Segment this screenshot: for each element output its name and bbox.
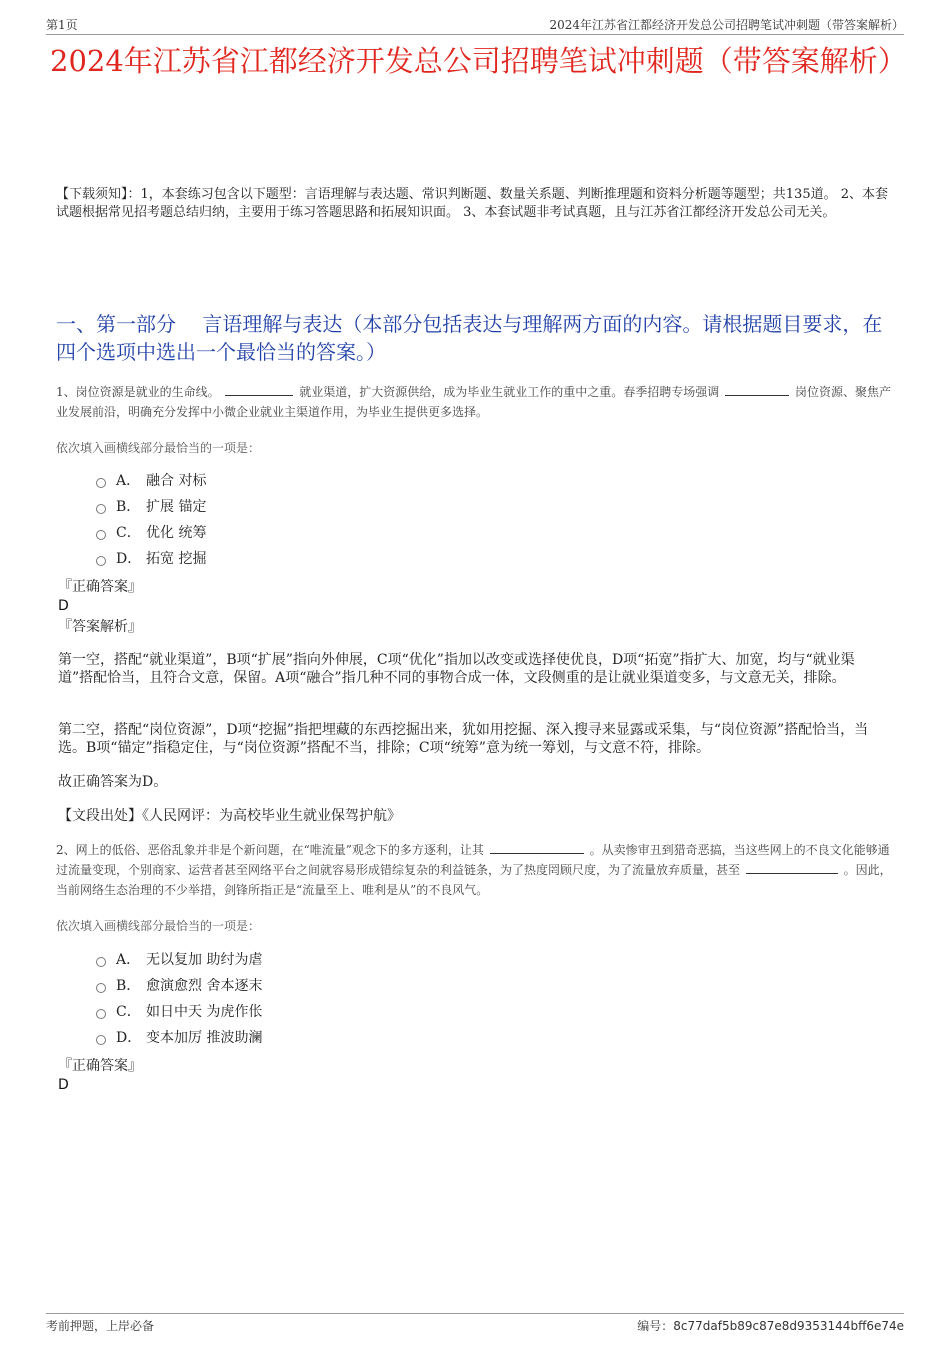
radio-button[interactable] <box>96 556 106 566</box>
fill-blank <box>490 840 584 854</box>
fill-blank <box>725 382 789 396</box>
page-number: 第1页 <box>46 18 78 32</box>
download-notice: 【下载须知】：1，本套练习包含以下题型：言语理解与表达题、常识判断题、数量关系题、判断推理题和资料分析题等题型；共135道。 2、本套试题根据常见招考题总结归纳，主要用于练习答题思路和拓展知识面。 3、本套试题非考试真题，且与江苏省江都经济开发总公司无关。 <box>56 187 888 220</box>
option-a[interactable]: A． 无以复加 助纣为虐 <box>96 946 262 972</box>
radio-button[interactable] <box>96 504 106 514</box>
analysis-label: 『答案解析』 <box>58 619 142 635</box>
radio-button[interactable] <box>96 1009 106 1019</box>
document-title: 2024年江苏省江都经济开发总公司招聘笔试冲刺题（带答案解析） <box>50 44 907 78</box>
question-2-prompt: 依次填入画横线部分最恰当的一项是： <box>56 919 261 933</box>
option-b[interactable]: B． 愈演愈烈 舍本逐末 <box>96 972 262 998</box>
page-footer <box>46 1313 904 1334</box>
analysis-conclusion: 故正确答案为D。 <box>58 774 168 790</box>
option-a[interactable]: A． 融合 对标 <box>96 467 206 493</box>
radio-button[interactable] <box>96 957 106 967</box>
analysis-paragraph-1: 第一空，搭配“就业渠道”，B项“扩展”指向外伸展，C项“优化”指加以改变或选择使优良，D项“拓宽”指扩大、加宽，均与“就业渠道”搭配恰当，且符合文意，保留。A项“融合”指几种不同的事物合成一体，文段侧重的是让就业渠道变多，与文意无关，排除。 <box>58 652 855 686</box>
footer-slogan: 考前押题，上岸必备 <box>46 1319 155 1333</box>
correct-answer-label: 『正确答案』 <box>58 579 142 595</box>
radio-button[interactable] <box>96 478 106 488</box>
page-header <box>46 16 904 35</box>
fill-blank <box>225 382 293 396</box>
radio-button[interactable] <box>96 983 106 993</box>
header-doc-title: 2024年江苏省江都经济开发总公司招聘笔试冲刺题（带答案解析） <box>549 18 904 32</box>
question-1-options <box>96 467 206 571</box>
section-heading: 一、第一部分 言语理解与表达（本部分包括表达与理解两方面的内容。请根据题目要求，在四个选项中选出一个最恰当的答案。） <box>56 312 883 364</box>
correct-answer: D <box>58 1077 69 1093</box>
analysis-paragraph-2: 第二空，搭配“岗位资源”，D项“挖掘”指把埋藏的东西挖掘出来，犹如用挖掘、深入搜寻来显露或采集，与“岗位资源”搭配恰当，当选。B项“锚定”指稳定住，与“岗位资源”搭配不当，排除；C项“统筹”意为统一筹划，与文意不符，排除。 <box>58 722 869 756</box>
question-1-text: 1、岗位资源是就业的生命线。 就业渠道，扩大资源供给，成为毕业生就业工作的重中之重。春季招聘专场强调 岗位资源、聚焦产业发展前沿，明确充分发挥中小微企业就业主渠道作用，为毕业生提供更多选择。 <box>56 382 898 422</box>
question-1-prompt: 依次填入画横线部分最恰当的一项是： <box>56 441 261 455</box>
option-b[interactable]: B． 扩展 锚定 <box>96 493 206 519</box>
document-id: 编号：8c77daf5b89c87e8d9353144bff6e74e <box>637 1319 904 1333</box>
option-d[interactable]: D． 变本加厉 推波助澜 <box>96 1024 262 1050</box>
option-d[interactable]: D． 拓宽 挖掘 <box>96 545 206 571</box>
passage-source: 【文段出处】《人民网评：为高校毕业生就业保驾护航》 <box>58 808 401 824</box>
question-2-options <box>96 946 262 1050</box>
option-c[interactable]: C． 优化 统筹 <box>96 519 206 545</box>
question-2-text: 2、网上的低俗、恶俗乱象并非是个新问题，在“唯流量”观念下的多方逐利，让其 。从卖惨审丑到猎奇恶搞，当这些网上的不良文化能够通过流量变现，个别商家、运营者甚至网络平台之间就容易形成错综复杂的利益链条，为了热度罔顾尺度，为了流量放弃质量，甚至 。因此，当前网络生态治理的不少举措，剑锋所指正是“流量至上、唯利是从”的不良风气。 <box>56 840 898 900</box>
correct-answer: D <box>58 598 69 614</box>
radio-button[interactable] <box>96 1035 106 1045</box>
option-c[interactable]: C． 如日中天 为虎作伥 <box>96 998 262 1024</box>
radio-button[interactable] <box>96 530 106 540</box>
correct-answer-label: 『正确答案』 <box>58 1058 142 1074</box>
fill-blank <box>746 860 838 874</box>
